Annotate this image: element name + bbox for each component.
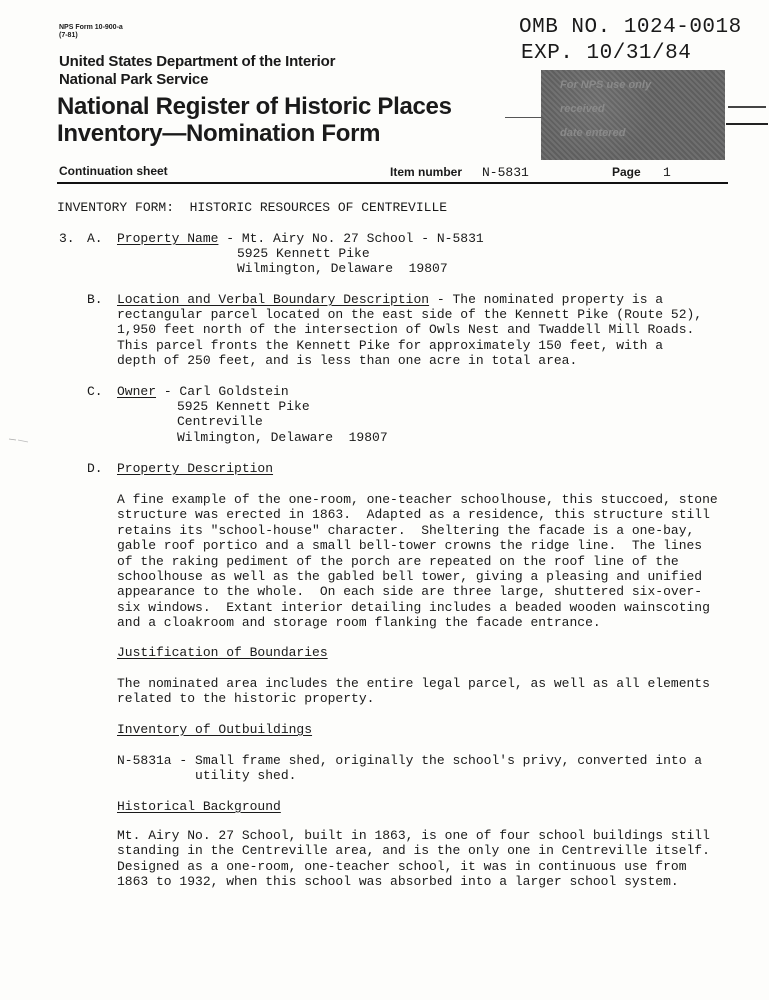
service-name: National Park Service: [59, 71, 209, 88]
continuation-sheet-label: Continuation sheet: [59, 164, 168, 178]
margin-smudge-icon: [8, 437, 30, 443]
date-entered-label: date entered: [560, 127, 626, 139]
department-name: United States Department of the Interior: [59, 53, 336, 70]
section-b-line1: Location and Verbal Boundary Description - The nominated property is a: [117, 292, 664, 307]
section-b-line5: depth of 250 feet, and is less than one acre in total area.: [117, 353, 578, 368]
section-d-letter: D.: [87, 461, 103, 476]
section-b-line2: rectangular parcel located on the east side of the Kennett Pike (Route 52),: [117, 307, 703, 322]
paragraph-line: A fine example of the one-room, one-teacher schoolhouse, this stuccoed, stone: [117, 492, 718, 507]
section-c-line3: Centreville: [177, 414, 263, 429]
outbuildings-paragraph: [117, 753, 702, 784]
section-d-title: Property Description: [117, 461, 274, 476]
paragraph-line: appearance to the whole. On each side are three large, shuttered six-over-: [117, 584, 703, 600]
paragraph-line: schoolhouse as well as the gabled bell tower, giving a pleasing and unified: [117, 569, 703, 585]
margin-mark: [726, 123, 768, 125]
section-b-letter: B.: [87, 292, 103, 307]
paragraph-line: of the raking pediment of the porch are repeated on the roof line of the: [117, 553, 679, 569]
paragraph-line: six windows. Extant interior detailing includes a beaded wooden wainscoting: [117, 599, 710, 615]
section-number: 3.: [59, 231, 75, 246]
paragraph-line: related to the historic property.: [117, 691, 375, 707]
item-number-label: Item number: [390, 165, 463, 179]
form-title-line2: Inventory—Nomination Form: [57, 120, 381, 147]
paragraph-line: structure was erected in 1863. Adapted as a residence, this structure still: [117, 507, 710, 523]
history-paragraph: [117, 828, 710, 890]
section-a-line1: Property Name - Mt. Airy No. 27 School - N-5831: [117, 231, 484, 246]
header-divider: [57, 182, 728, 184]
expiration-date: EXP. 10/31/84: [521, 42, 692, 65]
title-rule: [505, 117, 541, 118]
paragraph-line: N-5831a - Small frame shed, originally the school's privy, converted into a: [117, 753, 703, 768]
section-c-letter: C.: [87, 384, 103, 399]
paragraph-line: and a cloakroom and storage room flanking the facade entrance.: [117, 615, 601, 631]
paragraph-line: utility shed.: [117, 768, 297, 784]
section-c-line4: Wilmington, Delaware 19807: [177, 430, 388, 445]
justification-paragraph: [117, 676, 710, 707]
paragraph-line: gable roof portico and a small bell-tower crowns the ridge line. The lines: [117, 538, 703, 554]
paragraph-line: The nominated area includes the entire legal parcel, as well as all elements: [117, 676, 710, 691]
section-c-title: Owner: [117, 384, 157, 399]
section-a-line3: Wilmington, Delaware 19807: [237, 261, 448, 276]
paragraph-line: Designed as a one-room, one-teacher school, it was in continuous use from: [117, 858, 687, 874]
form-title-line1: National Register of Historic Places: [57, 93, 452, 120]
form-number: NPS Form 10-900-a (7-81): [59, 24, 123, 39]
received-label: received: [560, 103, 605, 115]
section-b-line3: 1,950 feet north of the intersection of Owls Nest and Twaddell Mill Roads.: [117, 322, 695, 337]
section-c-line1: Owner - Carl Goldstein: [117, 384, 289, 399]
omb-number: OMB NO. 1024-0018: [519, 16, 742, 39]
page-label: Page: [612, 165, 641, 179]
justification-title: Justification of Boundaries: [117, 645, 328, 660]
paragraph-line: standing in the Centreville area, and is the only one in Centreville itself.: [117, 843, 710, 859]
history-title: Historical Background: [117, 799, 281, 814]
section-d-paragraph: [117, 492, 718, 631]
paragraph-line: retains its "school-house" character. Sheltering the facade is a one-bay,: [117, 522, 695, 538]
paragraph-line: Mt. Airy No. 27 School, built in 1863, is one of four school buildings still: [117, 828, 710, 843]
document-heading: INVENTORY FORM: HISTORIC RESOURCES OF CENTREVILLE: [57, 200, 448, 215]
section-c-line2: 5925 Kennett Pike: [177, 399, 310, 414]
margin-mark: [728, 106, 766, 108]
nps-use-only-label: For NPS use only: [560, 79, 652, 91]
page-number: 1: [663, 165, 671, 180]
section-b-line4: This parcel fronts the Kennett Pike for approximately 150 feet, with a: [117, 338, 664, 353]
outbuildings-title: Inventory of Outbuildings: [117, 722, 313, 737]
section-a-letter: A.: [87, 231, 103, 246]
section-b-title: Location and Verbal Boundary Description: [117, 292, 430, 307]
paragraph-line: 1863 to 1932, when this school was absorbed into a larger school system.: [117, 874, 679, 890]
section-a-line2: 5925 Kennett Pike: [237, 246, 370, 261]
section-a-title: Property Name: [117, 231, 219, 246]
item-number-value: N-5831: [482, 165, 529, 180]
